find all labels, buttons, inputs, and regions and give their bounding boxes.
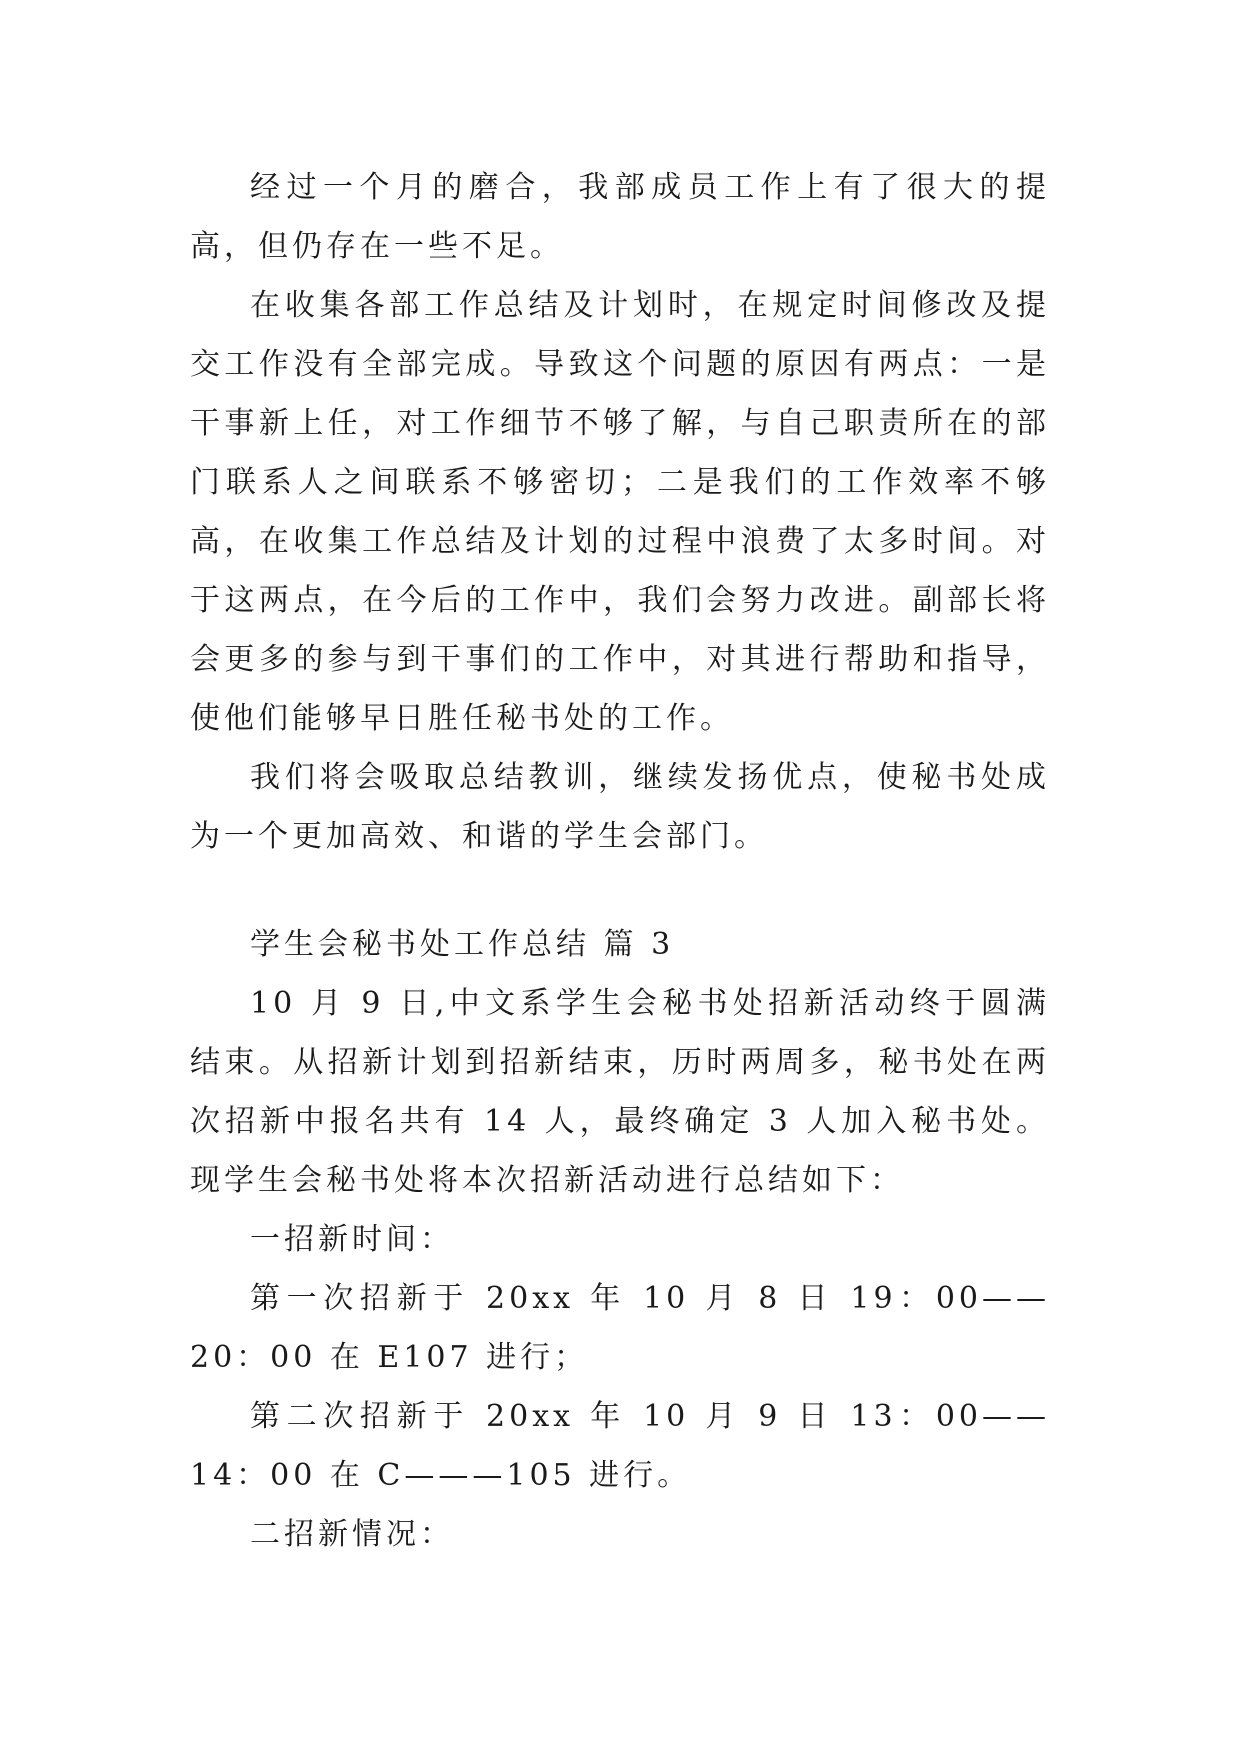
paragraph-5: 一招新时间：	[250, 1222, 454, 1257]
paragraph-2: 在收集各部工作总结及计划时，在规定时间修改及提交工作没有全部完成。导致这个问题的原因有两点：一是干事新上任，对工作细节不够了解，与自己职责所在的部门联系人之间联系不够密切；二是我们的工作效率不够高，在收集工作总结及计划的过程中浪费了太多时间。对于这两点，在今后的工作中，我们会努力改进。副部长将会更多的参与到干事们的工作中，对其进行帮助和指导，使他们能够早日胜任秘书处的工作。	[190, 288, 1050, 736]
section-heading: 学生会秘书处工作总结 篇 3	[250, 927, 675, 962]
paragraph-1: 经过一个月的磨合，我部成员工作上有了很大的提高，但仍存在一些不足。	[190, 170, 1050, 264]
paragraph-3: 我们将会吸取总结教训，继续发扬优点，使秘书处成为一个更加高效、和谐的学生会部门。	[190, 760, 1050, 854]
paragraph-8: 二招新情况：	[250, 1517, 454, 1552]
summary-text-part-1	[190, 158, 1050, 866]
summary-text-part-2	[190, 915, 1050, 1564]
paragraph-4: 10 月 9 日,中文系学生会秘书处招新活动终于圆满结束。从招新计划到招新结束，历时两周多，秘书处在两次招新中报名共有 14 人，最终确定 3 人加入秘书处。现学生会秘书处将本次招新活动进行总结如下：	[190, 986, 1050, 1198]
paragraph-7: 第二次招新于 20xx 年 10 月 9 日 13：00——14：00 在 C———105 进行。	[190, 1399, 1050, 1493]
paragraph-6: 第一次招新于 20xx 年 10 月 8 日 19：00——20：00 在 E107 进行；	[190, 1281, 1050, 1375]
